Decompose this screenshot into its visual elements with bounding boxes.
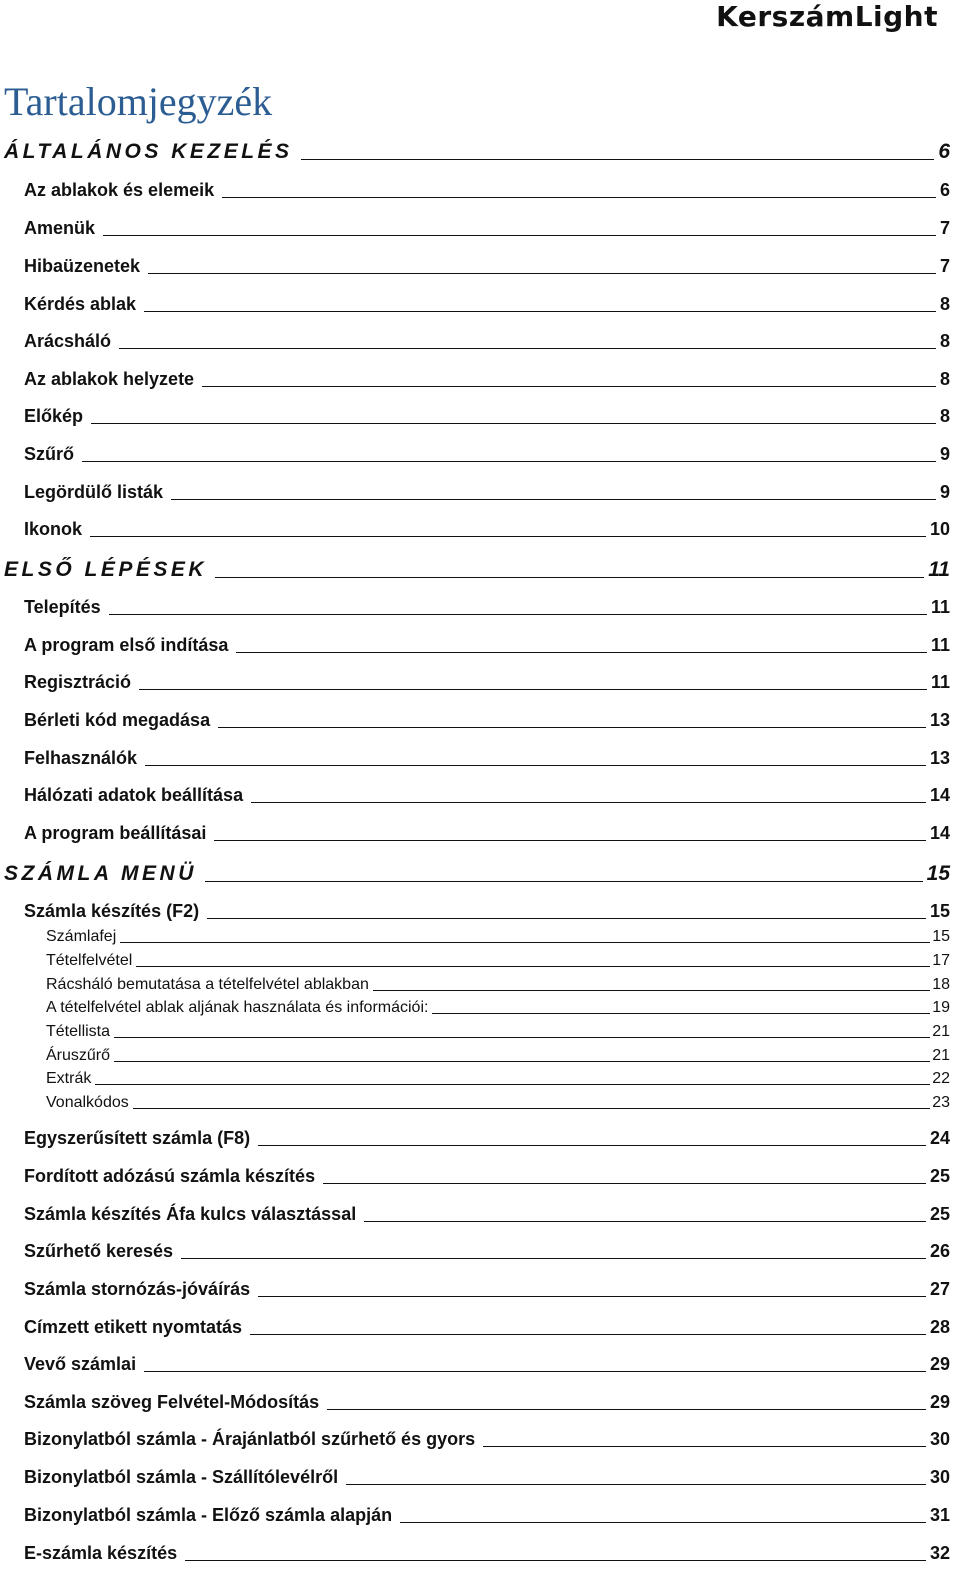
toc-page-number: 19 — [932, 999, 950, 1016]
toc-subentry[interactable] — [46, 976, 950, 994]
toc-page-number: 29 — [929, 1354, 950, 1374]
toc-section[interactable] — [4, 558, 950, 582]
toc-page-number: 11 — [930, 635, 950, 655]
toc-page-number: 29 — [929, 1392, 950, 1412]
toc-entry[interactable] — [24, 1128, 950, 1149]
toc-entry-label: Bizonylatból számla - Árajánlatból szűrhető és gyors — [24, 1429, 476, 1449]
toc-leader-line — [250, 1334, 926, 1335]
toc-leader-line — [103, 235, 936, 236]
toc-leader-line — [120, 942, 930, 943]
toc-entry[interactable] — [24, 1505, 950, 1526]
toc-page-number: 15 — [932, 928, 950, 945]
toc-entry-label: Hibaüzenetek — [24, 256, 141, 276]
toc-entry-label: Bérleti kód megadása — [24, 710, 211, 730]
toc-subentry[interactable] — [46, 928, 950, 946]
toc-page-number: 17 — [932, 952, 950, 969]
toc-page-number: 23 — [932, 1094, 950, 1111]
toc-entry-label: Vonalkódos — [46, 1094, 129, 1111]
toc-leader-line — [364, 1221, 926, 1222]
toc-leader-line — [82, 461, 936, 462]
toc-section[interactable] — [4, 140, 950, 164]
toc-entry-label: Ikonok — [24, 519, 83, 539]
toc-page-number: 21 — [932, 1047, 950, 1064]
toc-leader-line — [205, 881, 923, 882]
toc-entry[interactable] — [24, 1204, 950, 1225]
toc-entry-label: ELSŐ LÉPÉSEK — [4, 558, 208, 581]
toc-leader-line — [114, 1061, 930, 1062]
toc-entry-label: Számla készítés Áfa kulcs választással — [24, 1204, 357, 1224]
toc-entry-label: Előkép — [24, 406, 84, 426]
toc-leader-line — [95, 1084, 930, 1085]
toc-entry-label: Címzett etikett nyomtatás — [24, 1317, 243, 1337]
toc-entry-label: Egyszerűsített számla (F8) — [24, 1128, 251, 1148]
toc-entry[interactable] — [24, 294, 950, 315]
toc-page-number: 26 — [929, 1241, 950, 1261]
toc-subentry[interactable] — [46, 952, 950, 970]
toc-leader-line — [119, 348, 936, 349]
toc-leader-line — [483, 1446, 926, 1447]
toc-leader-line — [327, 1409, 926, 1410]
toc-entry-label: Szűrhető keresés — [24, 1241, 174, 1261]
toc-entry[interactable] — [24, 519, 950, 540]
toc-leader-line — [181, 1258, 926, 1259]
toc-page-number: 24 — [929, 1128, 950, 1148]
toc-leader-line — [139, 689, 927, 690]
toc-entry-label: Hálózati adatok beállítása — [24, 785, 244, 805]
toc-entry-label: Az ablakok és elemeik — [24, 180, 215, 200]
toc-leader-line — [133, 1108, 930, 1109]
toc-page-number: 28 — [929, 1317, 950, 1337]
toc-entry-label: Bizonylatból számla - Előző számla alapján — [24, 1505, 393, 1525]
toc-entry-label: A program első indítása — [24, 635, 229, 655]
toc-entry[interactable] — [24, 1467, 950, 1488]
toc-entry-label: Számla stornózás-jóváírás — [24, 1279, 251, 1299]
toc-entry-label: Fordított adózású számla készítés — [24, 1166, 316, 1186]
toc-entry-label: Számlafej — [46, 928, 117, 945]
toc-subentry[interactable] — [46, 1023, 950, 1041]
toc-entry-label: Rácsháló bemutatása a tételfelvétel ablakban — [46, 976, 369, 993]
toc-leader-line — [301, 159, 935, 160]
toc-page-number: 10 — [929, 519, 950, 539]
toc-entry[interactable] — [24, 482, 950, 503]
toc-entry[interactable] — [24, 1317, 950, 1338]
toc-page-number: 14 — [929, 823, 950, 843]
toc-entry[interactable] — [24, 331, 950, 352]
toc-page-number: 25 — [929, 1166, 950, 1186]
toc-leader-line — [109, 614, 927, 615]
toc-leader-line — [346, 1484, 926, 1485]
toc-leader-line — [400, 1522, 926, 1523]
toc-page-number: 11 — [930, 672, 950, 692]
toc-leader-line — [215, 577, 924, 578]
toc-entry[interactable] — [24, 785, 950, 806]
toc-entry-label: A tételfelvétel ablak aljának használata és információi: — [46, 999, 429, 1016]
toc-page-number: 6 — [938, 140, 950, 163]
toc-entry-label: A program beállításai — [24, 823, 207, 843]
toc-page-number: 7 — [939, 218, 950, 238]
toc-page-number: 15 — [926, 862, 950, 885]
toc-entry-label: Számla készítés (F2) — [24, 901, 200, 921]
toc-title: Tartalomjegyzék — [4, 79, 273, 124]
toc-entry[interactable] — [24, 901, 950, 922]
toc-entry[interactable] — [24, 444, 950, 465]
toc-entry-label: Az ablakok helyzete — [24, 369, 195, 389]
toc-entry-label: Tétellista — [46, 1023, 111, 1040]
toc-page-number: 25 — [929, 1204, 950, 1224]
toc-leader-line — [373, 990, 930, 991]
toc-entry[interactable] — [24, 1429, 950, 1450]
toc-entry-label: Telepítés — [24, 597, 101, 617]
toc-entry[interactable] — [24, 218, 950, 239]
toc-leader-line — [114, 1037, 930, 1038]
toc-page-number: 31 — [929, 1505, 950, 1525]
toc-entry-label: SZÁMLA MENÜ — [4, 862, 197, 885]
toc-page-number: 6 — [939, 180, 950, 200]
toc-page-number: 8 — [939, 406, 950, 426]
toc-entry-label: Felhasználók — [24, 748, 138, 768]
toc-entry[interactable] — [24, 710, 950, 731]
toc-entry-label: Regisztráció — [24, 672, 132, 692]
toc-page-number: 13 — [929, 710, 950, 730]
toc-entry[interactable] — [24, 748, 950, 769]
toc-page-number: 8 — [939, 369, 950, 389]
toc-page-number: 13 — [929, 748, 950, 768]
toc-leader-line — [145, 765, 926, 766]
toc-page-number: 8 — [939, 294, 950, 314]
toc-page-number: 18 — [932, 976, 950, 993]
toc-entry-label: Amenük — [24, 218, 96, 238]
toc-page-number: 27 — [929, 1279, 950, 1299]
toc-page-number: 11 — [928, 558, 950, 581]
toc-entry-label: Legördülő listák — [24, 482, 164, 502]
toc-entry-label: Számla szöveg Felvétel-Módosítás — [24, 1392, 320, 1412]
toc-entry-label: ÁLTALÁNOS KEZELÉS — [4, 140, 293, 163]
toc-entry[interactable] — [24, 180, 950, 201]
toc-entry[interactable] — [24, 369, 950, 390]
toc-leader-line — [251, 802, 926, 803]
toc-leader-line — [171, 499, 936, 500]
toc-page-number: 15 — [929, 901, 950, 921]
toc-leader-line — [218, 727, 926, 728]
toc-entry[interactable] — [24, 1279, 950, 1300]
toc-section[interactable] — [4, 862, 950, 886]
toc-entry[interactable] — [24, 406, 950, 427]
toc-entry[interactable] — [24, 823, 950, 844]
toc-subentry[interactable] — [46, 999, 950, 1017]
toc-page-number: 30 — [929, 1429, 950, 1449]
toc-entry[interactable] — [24, 1354, 950, 1375]
header-brand: KerszámLight — [716, 0, 938, 33]
toc-entry[interactable] — [24, 1166, 950, 1187]
toc-subentry[interactable] — [46, 1094, 950, 1112]
toc-page-number: 8 — [939, 331, 950, 351]
toc-leader-line — [222, 197, 936, 198]
toc-leader-line — [236, 652, 927, 653]
toc-page-number: 21 — [932, 1023, 950, 1040]
toc-leader-line — [144, 1371, 926, 1372]
toc-page-number: 30 — [929, 1467, 950, 1487]
toc-leader-line — [207, 918, 926, 919]
toc-page-number: 14 — [929, 785, 950, 805]
toc-entry-label: Vevő számlai — [24, 1354, 137, 1374]
toc-entry-label: E-számla készítés — [24, 1543, 178, 1563]
toc-entry[interactable] — [24, 1392, 950, 1413]
toc-entry-label: Áruszűrő — [46, 1047, 111, 1064]
toc-leader-line — [258, 1296, 926, 1297]
toc-entry-label: Szűrő — [24, 444, 75, 464]
toc-leader-line — [136, 966, 930, 967]
toc-page-number: 7 — [939, 256, 950, 276]
toc-leader-line — [214, 840, 926, 841]
toc-entry-label: Arácsháló — [24, 331, 112, 351]
toc-leader-line — [185, 1560, 926, 1561]
toc-leader-line — [258, 1145, 926, 1146]
toc-subentry[interactable] — [46, 1047, 950, 1065]
toc-leader-line — [432, 1013, 930, 1014]
toc-subentry[interactable] — [46, 1070, 950, 1088]
toc-entry[interactable] — [24, 672, 950, 693]
toc-page-number: 9 — [939, 482, 950, 502]
toc-entry-label: Extrák — [46, 1070, 92, 1087]
toc-page-number: 11 — [930, 597, 950, 617]
toc-leader-line — [144, 311, 936, 312]
toc-leader-line — [148, 273, 936, 274]
toc-entry-label: Tételfelvétel — [46, 952, 133, 969]
toc-entry[interactable] — [24, 1241, 950, 1262]
toc-page-number: 9 — [939, 444, 950, 464]
toc-page-number: 22 — [932, 1070, 950, 1087]
toc-leader-line — [323, 1183, 926, 1184]
toc-entry[interactable] — [24, 635, 950, 656]
toc-entry[interactable] — [24, 1543, 950, 1564]
toc-entry[interactable] — [24, 256, 950, 277]
toc-entry[interactable] — [24, 597, 950, 618]
toc-page-number: 32 — [929, 1543, 950, 1563]
toc-entry-label: Kérdés ablak — [24, 294, 137, 314]
toc-leader-line — [202, 386, 936, 387]
toc-leader-line — [90, 536, 926, 537]
toc-leader-line — [91, 423, 936, 424]
toc-entry-label: Bizonylatból számla - Szállítólevélről — [24, 1467, 339, 1487]
